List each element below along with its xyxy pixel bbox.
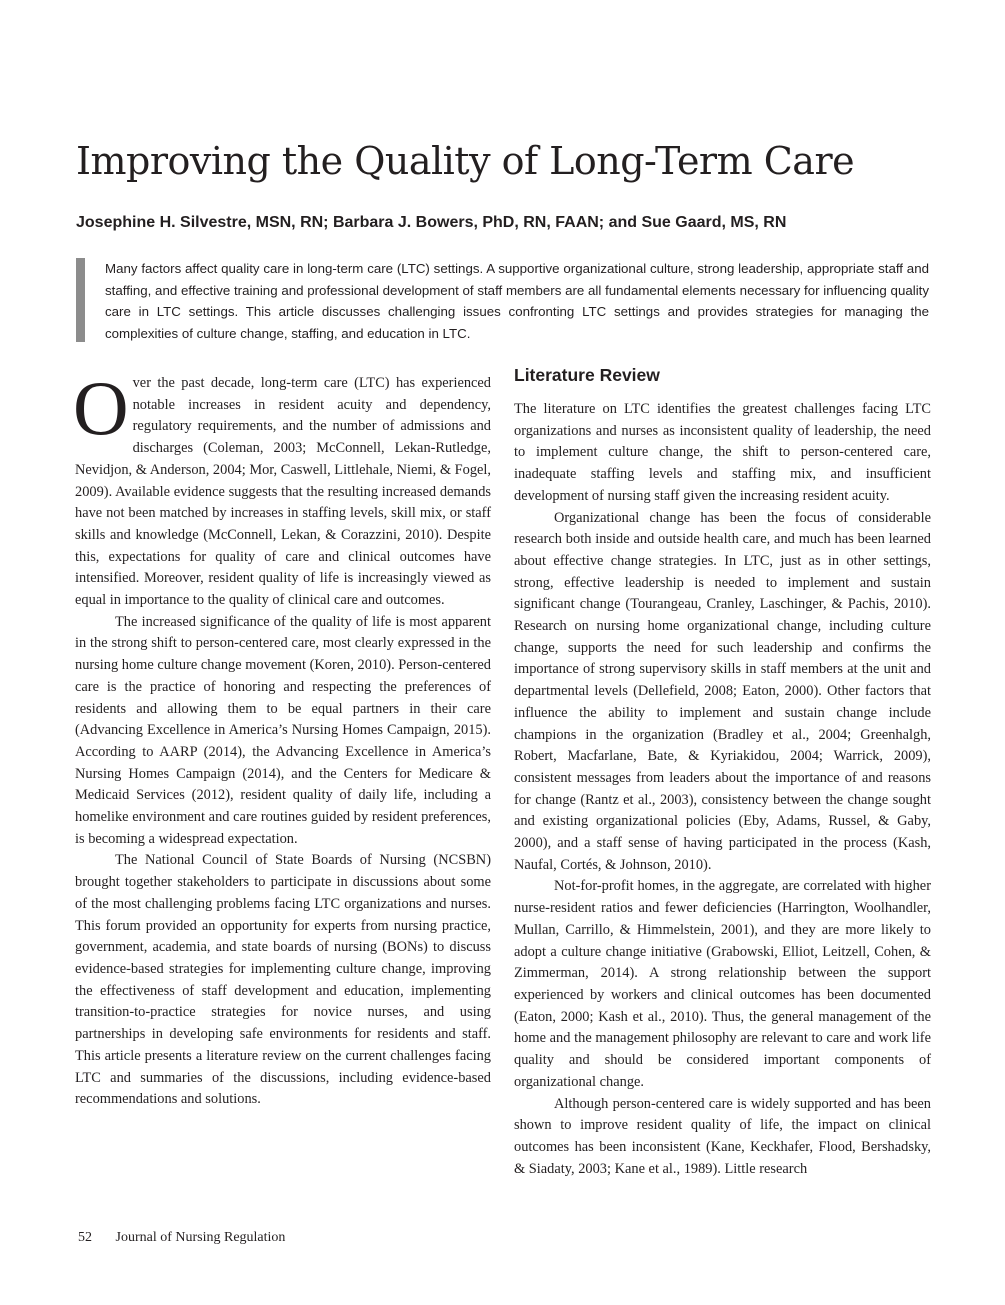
journal-name: Journal of Nursing Regulation [115,1230,286,1245]
body-paragraph: Organizational change has been the focus of considerable research both inside and outside health care, and much has been learned about effective change strategies. In LTC, just as in other settings, strong, effective leadership is needed to implement and sustain significant change (Tourangeau, Cranley, Laschinger, & Pachis, 2010). Research on nursing home organizational change, including culture change, supports the need for such leadership and confirms the importance of strong supervisory skills in staff members at the unit and departmental levels (Dellefield, 2008; Eaton, 2000). Other factors that influence the ability to implement and sustain change include champions in the organization (Bradley et al., 2004; Greenhalgh, Robert, Macfarlane, Bate, & Kyriakidou, 2004; Warrick, 2009), consistent messages from leaders about the importance of and reasons for change (Rantz et al., 2003), consistency between the change sought and existing organizational policies (Eby, Adams, Russel, & Gaby, 2000), and a staff sense of having participated in the process (Kash, Naufal, Cortés, & Johnson, 2010). [514,509,931,873]
body-paragraph: Not-for-profit homes, in the aggregate, are correlated with higher nurse-resident ratios and fewer deficiencies (Harrington, Woolhandler, Mullan, Carrillo, & Himmelstein, 2001), and they are more likely to adopt a culture change initiative (Grabowski, Elliot, Leitzell, Cohen, & Zimmerman, 2014). A strong relationship between the support experienced by workers and clinical outcomes has been documented (Eaton, 2000; Kash et al., 2010). Thus, the general management of the home and the management philosophy are relevant to care and work life quality and should be considered important components of organizational change. [514,878,931,1090]
body-paragraph: The increased significance of the quality of life is most apparent in the strong shift to person-centered care, most clearly expressed in the nursing home culture change movement (Koren, 2010). Person-centered care is the practice of honoring and respecting the preferences of residents and allowing them to be equal partners in their care (Advancing Excellence in America’s Nursing Homes Campaign, 2015). According to AARP (2014), the Advancing Excellence in America’s Nursing Homes Campaign (2014), and the Centers for Medicare & Medicaid Services (2012), resident quality of daily life, including a homelike environment and care routines guided by resident preferences, is becoming a widespread expectation. [75,613,491,847]
abstract-text: Many factors affect quality care in long-term care (LTC) settings. A supportive organizational culture, strong leadership, appropriate staff and staffing, and effective training and professional development of staff members are all fundamental elements necessary for influencing quality care in LTC settings. This article discusses challenging issues confronting LTC settings and provides strategies for managing the complexities of culture change, staffing, and education in LTC. [105,261,929,341]
left-text-column [73,365,491,1111]
drop-cap: O [73,365,129,451]
body-paragraph: The literature on LTC identifies the greatest challenges facing LTC organizations and nurses as inconsistent quality of leadership, the need to implement culture change, the shift to person-centered care, inadequate staffing levels and staffing mix, and insufficient development of nursing staff given the increasing resident acuity. [514,401,931,504]
body-paragraph: The National Council of State Boards of Nursing (NCSBN) brought together stakeholders to participate in discussions about some of the most challenging problems facing LTC organizations and nurses. This forum provided an opportunity for experts from nursing practice, government, academia, and state boards of nursing (BONs) to discuss evidence-based strategies for implementing culture change, improving the effectiveness of staff development and education, implementing transition-to-practice strategies for novice nurses, and using partnerships in developing safe environments for residents and staff. This article presents a literature review on the current challenges facing LTC and summaries of the discussions, including evidence-based recommendations and solutions. [75,852,491,1108]
abstract-accent-bar [76,258,85,342]
article-title: Improving the Quality of Long-Term Care [76,139,855,183]
section-heading-literature-review: Literature Review [514,365,660,385]
body-paragraph: Although person-centered care is widely supported and has been shown to improve resident quality of life, the impact on clinical outcomes has been inconsistent (Kane, Keckhafer, Flood, Bershadsky, & Siadaty, 2003; Kane et al., 1989). Little research [514,1095,931,1177]
author-list: Josephine H. Silvestre, MSN, RN; Barbara J. Bowers, PhD, RN, FAAN; and Sue Gaard, MS, RN [76,214,787,231]
intro-paragraph [73,365,491,612]
intro-paragraph-text: ver the past decade, long-term care (LTC) has experienced notable increases in resident acuity and dependency, regulatory requirements, and the number of admissions and discharges (Coleman, 2003; McConnell, Lekan-Rutledge, Nevidjon, & Anderson, 2004; Mor, Caswell, Littlehale, Niemi, & Fogel, 2009). Available evidence suggests that the resulting increased demands have not been matched by increases in staffing levels, skill mix, or staff skills and knowledge (McConnell, Lekan, & Corazzini, 2010). Despite this, expectations for quality of care and clinical outcomes have intensified. Moreover, resident quality of life is increasingly viewed as equal in importance to the quality of clinical care and outcomes. [75,375,491,609]
page-footer [78,1228,285,1248]
page-number: 52 [78,1230,92,1245]
right-text-column [514,363,931,1180]
